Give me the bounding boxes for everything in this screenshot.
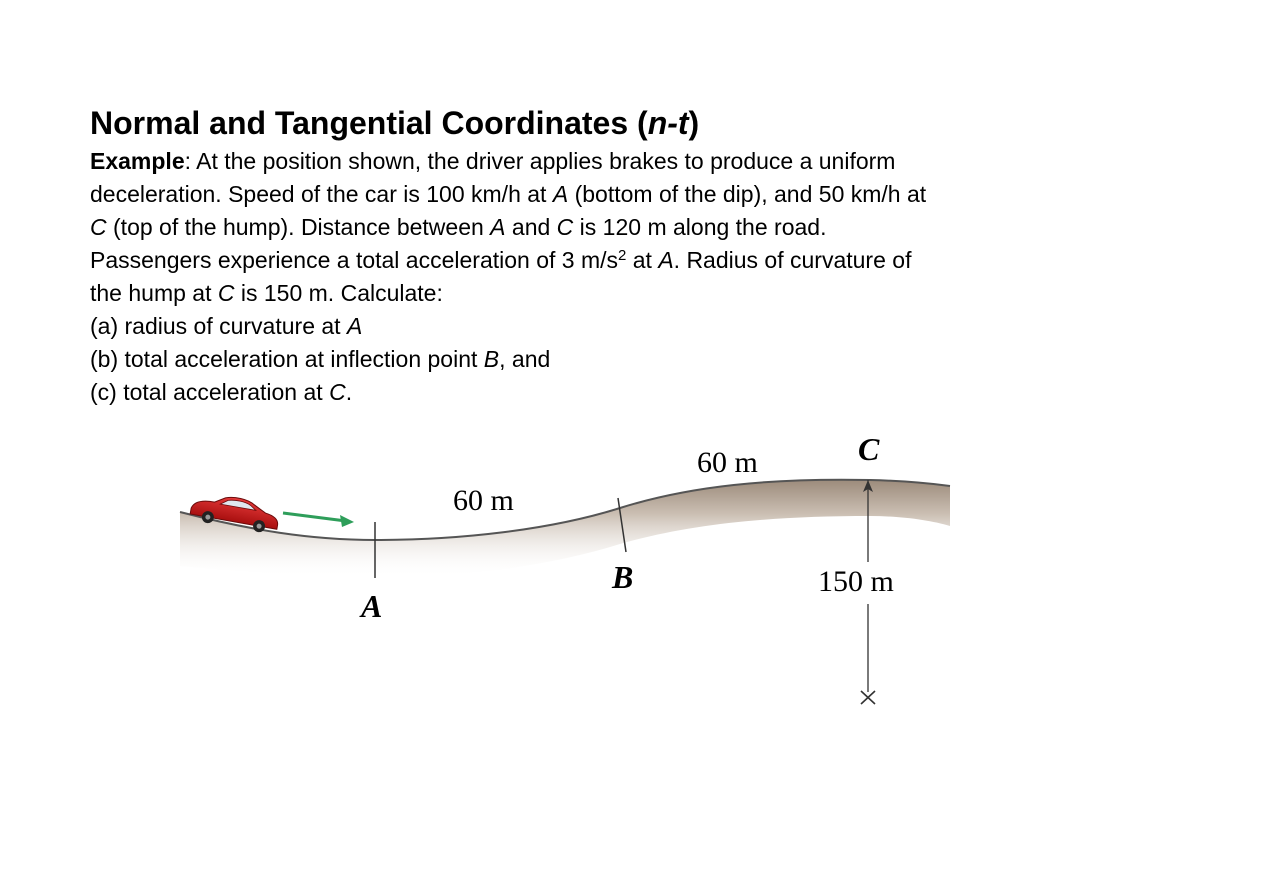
point-ref: A xyxy=(490,214,506,240)
example-label: Example xyxy=(90,148,185,174)
text-span: . Radius of curvature of xyxy=(673,247,912,273)
text-span: : At the position shown, the driver applies brakes to produce a uniform xyxy=(184,148,896,174)
statement-line-4 xyxy=(90,244,1130,277)
point-ref: A xyxy=(552,181,569,207)
question-a xyxy=(90,310,1130,343)
problem-statement xyxy=(90,145,1130,409)
text-span: (top of the hump). Distance between xyxy=(106,214,491,240)
text-span: . xyxy=(345,379,353,405)
text-span: Passengers experience a total acceleration of 3 m/s xyxy=(90,247,619,273)
point-label-B: B xyxy=(612,559,634,595)
text-span: the hump at xyxy=(90,280,218,306)
point-label-A: A xyxy=(361,588,383,624)
distance-label-AB: 60 m xyxy=(453,484,514,517)
statement-line-1 xyxy=(90,145,1130,178)
point-ref: C xyxy=(329,379,346,405)
road-diagram xyxy=(170,420,960,720)
text-span: (bottom of the dip), and 50 km/h at xyxy=(568,181,927,207)
text-span: (b) total acceleration at inflection point xyxy=(90,346,484,372)
title-close: ) xyxy=(688,105,700,141)
motion-arrow-icon xyxy=(283,513,354,527)
text-span: (c) total acceleration at xyxy=(90,379,330,405)
title-text: Normal and Tangential Coordinates ( xyxy=(90,105,648,141)
text-span: at xyxy=(626,247,659,273)
point-ref: C xyxy=(90,214,107,240)
question-b xyxy=(90,343,1130,376)
text-span: deceleration. Speed of the car is 100 km/h at xyxy=(90,181,553,207)
question-c xyxy=(90,376,1130,409)
text-span: is 150 m. Calculate: xyxy=(234,280,443,306)
point-ref: B xyxy=(483,346,500,372)
statement-line-2 xyxy=(90,178,1130,211)
ground-shading xyxy=(180,480,950,578)
text-span: and xyxy=(505,214,557,240)
title-variable: n-t xyxy=(647,105,689,141)
document xyxy=(90,103,1130,409)
point-ref: C xyxy=(217,280,235,306)
text-span: (a) radius of curvature at xyxy=(90,313,347,339)
distance-label-BC: 60 m xyxy=(697,446,758,479)
statement-line-3 xyxy=(90,211,1130,244)
page-title xyxy=(90,103,1130,143)
point-label-C: C xyxy=(858,431,880,467)
point-ref: A xyxy=(346,313,363,339)
radius-label: 150 m xyxy=(818,565,894,598)
point-ref: A xyxy=(658,247,674,273)
center-of-curvature-icon xyxy=(861,691,875,704)
point-ref: C xyxy=(556,214,574,240)
text-span: is 120 m along the road. xyxy=(573,214,827,240)
text-span: , and xyxy=(499,346,551,372)
statement-line-5 xyxy=(90,277,1130,310)
superscript: 2 xyxy=(618,247,627,264)
